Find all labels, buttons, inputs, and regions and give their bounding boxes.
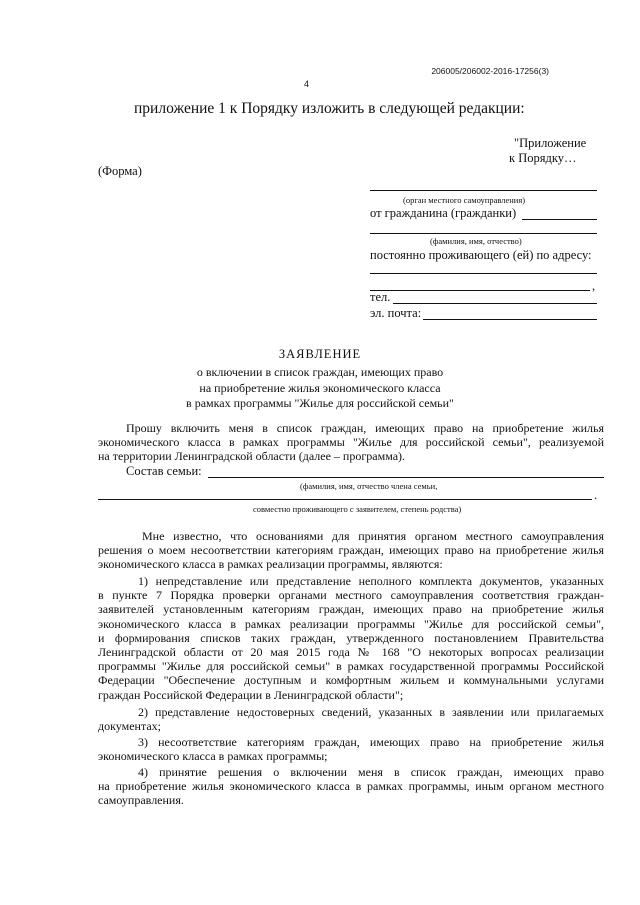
- intro-text: приложение 1 к Порядку изложить в следующей редакции:: [134, 100, 525, 117]
- email-line: [423, 319, 597, 320]
- address-line-2: [370, 290, 590, 291]
- request-paragraph: [98, 421, 604, 464]
- item1-line: 1) непредставление или представление неполного комплекта документов, указанных: [138, 574, 604, 588]
- from-line: [522, 219, 597, 220]
- item1-line: в пункте 7 Порядка проверки органами местного самоуправления соответствия граждан-: [98, 588, 604, 603]
- item4-line: 4) принятие решения о включении меня в список граждан, имеющих право: [138, 765, 604, 779]
- annex-heading-line2: к Порядку…: [509, 151, 577, 165]
- address-comma: ,: [592, 279, 596, 293]
- email-label: эл. почта:: [370, 306, 422, 320]
- item3-line: экономического класса в рамках программы;: [98, 749, 328, 764]
- item1-line: граждан Российской Федерации в Ленинградской области";: [98, 687, 404, 702]
- from-label: от гражданина (гражданки): [370, 206, 517, 220]
- family-line-2: [98, 499, 592, 500]
- annex-heading-line1: "Приложение: [514, 136, 587, 150]
- page-number: 4: [304, 79, 310, 89]
- address-label: постоянно проживающего (ей) по адресу:: [370, 248, 592, 262]
- grounds-item-1: [98, 574, 604, 702]
- grounds-item-2: [98, 705, 604, 733]
- grounds-intro-line: Мне известно, что основаниями для принятия органом местного самоуправления: [142, 529, 604, 543]
- name-line: [370, 233, 597, 234]
- family-label: Состав семьи:: [126, 464, 202, 478]
- request-line3: на территории Ленинградской области (далее – программа).: [98, 449, 406, 464]
- item2-line: документах;: [98, 719, 161, 734]
- item2-line: 2) представление недостоверных сведений, указанных в заявлении или прилагаемых: [138, 705, 604, 719]
- item1-line: Федерации "Обеспечение доступным и комфортным жильем и коммунальными услугами: [98, 673, 604, 688]
- item1-line: и формирования списков таких граждан, утвержденного постановлением Правительства: [98, 630, 604, 645]
- item1-line: заявителей установленным категориям граждан, имеющих право на приобретение жилья: [98, 602, 604, 617]
- item4-line: самоуправления.: [98, 793, 184, 808]
- address-line-1: [370, 273, 597, 274]
- family-line-1: [208, 477, 604, 478]
- name-caption: (фамилия, имя, отчество): [430, 236, 522, 246]
- family-period: .: [594, 488, 598, 502]
- application-title: ЗАЯВЛЕНИЕ: [278, 347, 362, 361]
- request-line2: экономического класса в рамках программы "Жилье для российской семьи", реализуемой: [98, 435, 604, 450]
- document-number: 206005/206002-2016-17256(3): [431, 66, 549, 76]
- authority-caption: (орган местного самоуправления): [403, 195, 526, 205]
- item3-line: 3) несоответствие категориям граждан, имеющих право на приобретение жилья: [138, 735, 604, 749]
- form-label: (Форма): [98, 164, 142, 178]
- authority-line: [370, 190, 597, 191]
- item1-line: Ленинградской области от 20 мая 2015 года № 168 "О некоторых вопросах реализации: [98, 644, 604, 659]
- family-member-caption: (фамилия, имя, отчество члена семьи,: [300, 481, 438, 491]
- grounds-intro: [98, 529, 604, 572]
- item4-line: на приобретение жилья экономического класса в рамках программы, иным органом местного: [98, 779, 604, 794]
- item1-line: экономического класса в рамках реализации программы "Жилье для российской семьи",: [98, 616, 604, 631]
- grounds-item-4: [98, 765, 604, 808]
- phone-line: [393, 303, 597, 304]
- item1-line: программы "Жилье для российской семьи" в рамках государственной программы Российской: [98, 659, 604, 674]
- grounds-intro-line: решения о моем несоответствии категориям граждан, имеющих право на приобретение жилья: [98, 543, 604, 558]
- phone-label: тел.: [370, 290, 391, 304]
- request-line1: Прошу включить меня в список граждан, имеющих право на приобретение жилья: [126, 421, 604, 435]
- title-line3: в рамках программы "Жилье для российской семьи": [186, 396, 454, 410]
- grounds-intro-line: экономического класса в рамках реализации программы, являются:: [98, 557, 443, 572]
- family-relation-caption: совместно проживающего с заявителем, степень родства): [253, 504, 462, 514]
- grounds-item-3: [98, 735, 604, 763]
- title-line2: на приобретение жилья экономического класса: [199, 381, 441, 395]
- title-line1: о включении в список граждан, имеющих право: [196, 365, 444, 379]
